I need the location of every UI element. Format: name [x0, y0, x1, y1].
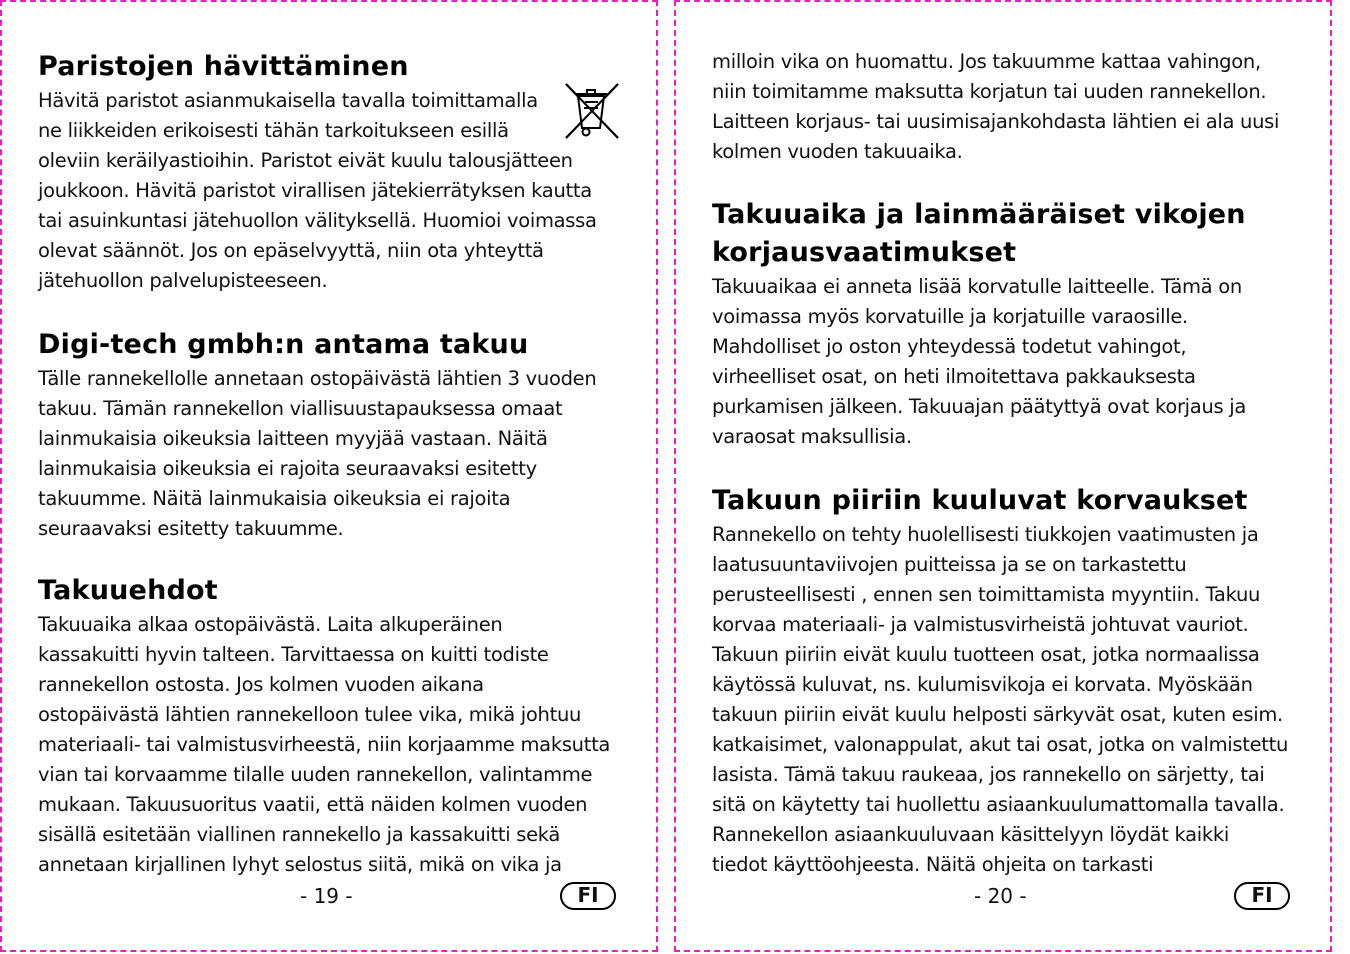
page-number: - 20 -: [974, 884, 1027, 908]
text-line: Laitteen korjaus- tai uusimisajankohdasta lähtien ei ala uusi: [712, 110, 1280, 133]
text-line: joukkoon. Hävitä paristot virallisen jätekierrätyksen kautta: [38, 179, 592, 202]
text-line: purkamisen jälkeen. Takuuajan päätyttyä ovat korjaus ja: [712, 395, 1247, 418]
text-line: Takuun piiriin eivät kuulu tuotteen osat, jotka normaalissa: [712, 643, 1260, 666]
text-line: annetaan kirjallinen lyhyt selostus siitä, mikä on vika ja: [38, 853, 562, 876]
language-badge: FI: [1234, 882, 1290, 910]
text-line: ostopäivästä lähtien rannekelloon tulee vika, mikä johtuu: [38, 703, 582, 726]
section-title: Digi-tech gmbh:n antama takuu: [38, 329, 529, 360]
text-line: oleviin keräilyastioihin. Paristot eivät kuulu talousjätteen: [38, 149, 573, 172]
text-line: lasista. Tämä takuu raukeaa, jos rannekello on särjetty, tai: [712, 763, 1265, 786]
text-line: sisällä esitetään viallinen rannekello ja kassakuitti sekä: [38, 823, 561, 846]
text-line: käytössä kuluvat, ns. kulumisvikoja ei korvata. Myöskään: [712, 673, 1253, 696]
text-line: korvaa materiaali- ja valmistusvirheistä johtuvat vauriot.: [712, 613, 1249, 636]
text-line: lainmukaisia oikeuksia ei rajoita seuraavaksi esitetty: [38, 457, 537, 480]
text-line: kassakuitti hyvin talteen. Tarvittaessa on kuitti todiste: [38, 643, 549, 666]
text-line: Rannekellon asiaankuuluvaan käsittelyyn löydät kaikki: [712, 823, 1229, 846]
section-title-line: korjausvaatimukset: [712, 237, 1017, 268]
text-line: milloin vika on huomattu. Jos takuumme kattaa vahingon,: [712, 50, 1261, 73]
text-line: Rannekello on tehty huolellisesti tiukkojen vaatimusten ja: [712, 523, 1259, 546]
text-line: mukaan. Takuusuoritus vaatii, että näiden kolmen vuoden: [38, 793, 588, 816]
right-page: [674, 0, 1332, 952]
text-line: Takuuaika alkaa ostopäivästä. Laita alkuperäinen: [38, 613, 503, 636]
section-warranty-coverage: [712, 482, 1298, 880]
section-warranty-terms: [38, 572, 624, 880]
text-line: olevat säännöt. Jos on epäselvyyttä, niin ota yhteyttä: [38, 239, 544, 262]
text-line: Mahdolliset jo oston yhteydessä todetut vahingot,: [712, 335, 1187, 358]
text-line: laatusuuntaviivojen puitteissa ja se on tarkastettu: [712, 553, 1187, 576]
text-line: katkaisimet, valonappulat, akut tai osat, jotka on valmistettu: [712, 733, 1289, 756]
text-line: sitä on käytetty tai huollettu asiaankuulumattomalla tavalla.: [712, 793, 1285, 816]
section-title-line: Takuuaika ja lainmääräiset vikojen: [712, 199, 1246, 230]
left-page: [0, 0, 658, 952]
continued-text: [712, 47, 1298, 167]
text-line: Tälle rannekellolle annetaan ostopäivästä lähtien 3 vuoden: [38, 367, 597, 390]
text-line: perusteellisesti , ennen sen toimittamista myyntiin. Takuu: [712, 583, 1261, 606]
text-line: voimassa myös korvatuille ja korjatuille varaosille.: [712, 305, 1188, 328]
section-title: Takuuehdot: [38, 575, 218, 606]
text-line: niin toimitamme maksutta korjatun tai uuden rannekellon.: [712, 80, 1267, 103]
text-line: vian tai korvaamme tilalle uuden rannekellon, valintamme: [38, 763, 593, 786]
language-badge: FI: [560, 882, 616, 910]
section-title: Paristojen hävittäminen: [38, 51, 409, 82]
section-warranty-period: [712, 196, 1298, 452]
text-line: Takuuaikaa ei anneta lisää korvatulle laitteelle. Tämä on: [712, 275, 1242, 298]
text-line: Hävitä paristot asianmukaisella tavalla toimittamalla: [38, 89, 538, 112]
text-line: tai asuinkuntasi jätehuollon välityksellä. Huomioi voimassa: [38, 209, 597, 232]
text-line: kolmen vuoden takuuaika.: [712, 140, 963, 163]
text-line: rannekellon ostosta. Jos kolmen vuoden aikana: [38, 673, 484, 696]
text-line: virheelliset osat, on heti ilmoitettava pakkauksesta: [712, 365, 1196, 388]
section-warranty: [38, 326, 624, 544]
section-battery-disposal: [38, 48, 624, 296]
text-line: takuu. Tämän rannekellon viallisuustapauksessa omaat: [38, 397, 563, 420]
text-line: takuumme. Näitä lainmukaisia oikeuksia ei rajoita: [38, 487, 511, 510]
text-line: seuraavaksi esitetty takuumme.: [38, 517, 344, 540]
text-line: jätehuollon palvelupisteeseen.: [38, 269, 328, 292]
text-line: takuun piiriin eivät kuulu helposti särkyvät osat, kuten esim.: [712, 703, 1283, 726]
text-line: lainmukaisia oikeuksia laitteen myyjää vastaan. Näitä: [38, 427, 548, 450]
text-line: ne liikkeiden erikoisesti tähän tarkoitukseen esillä: [38, 119, 509, 142]
text-line: materiaali- tai valmistusvirheestä, niin korjaamme maksutta: [38, 733, 611, 756]
crossed-out-wheelie-bin-icon: [560, 82, 622, 142]
text-line: varaosat maksullisia.: [712, 425, 912, 448]
page-number: - 19 -: [300, 884, 353, 908]
section-title: Takuun piiriin kuuluvat korvaukset: [712, 485, 1248, 516]
text-line: tiedot käyttöohjeesta. Näitä ohjeita on tarkasti: [712, 853, 1154, 876]
